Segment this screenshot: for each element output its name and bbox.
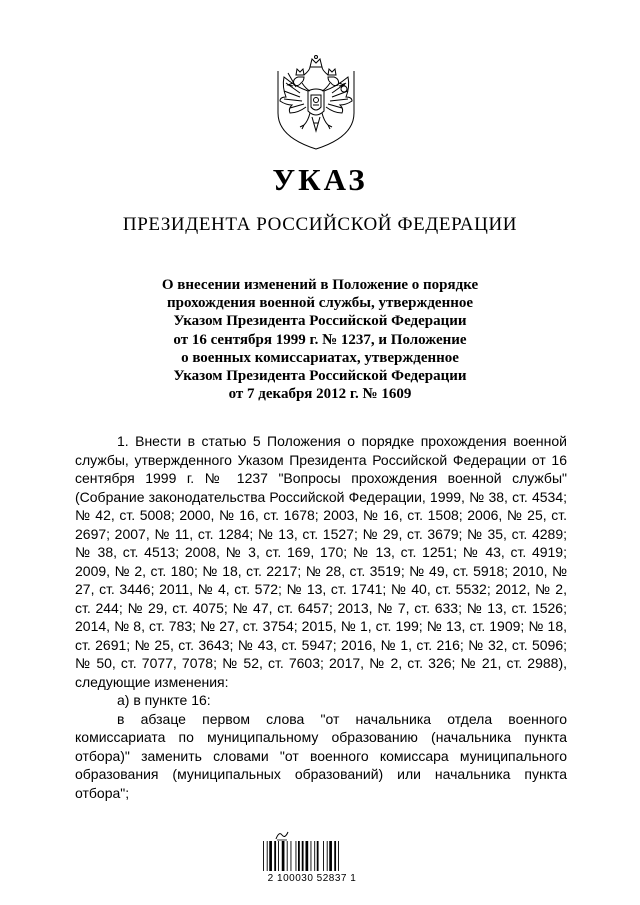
decree-body [75, 432, 567, 802]
decree-heading [100, 276, 540, 403]
paragraph-item-a: а) в пункте 16: [117, 692, 211, 708]
heading-line: о военных комиссариатах, утвержденное [181, 349, 459, 366]
heading-line: Указом Президента Российской Федерации [173, 313, 467, 330]
heading-line: от 16 сентября 1999 г. № 1237, и Положение [173, 331, 467, 348]
document-subtitle: ПРЕЗИДЕНТА РОССИЙСКОЙ ФЕДЕРАЦИИ [122, 214, 518, 235]
paragraph-amendment: в абзаце первом слова "от начальника отдела военного комиссариата по муниципальному образованию (начальника пункта отбора)" заменить словами "от военного комиссара муниципального образования (муниципальных образований) или начальника пункта отбора"; [75, 710, 567, 801]
barcode-icon [262, 841, 362, 871]
printer-mark-icon [275, 829, 289, 841]
document-title: УКАЗ [272, 162, 368, 197]
heading-line: О внесении изменений в Положение о порядке [161, 277, 479, 293]
heading-line: от 7 декабря 2012 г. № 1609 [228, 386, 412, 403]
paragraph-main: 1. Внести в статью 5 Положения о порядке прохождения военной службы, утвержденного Указом Президента Российской Федерации от 16 сентября 1999 г. № 1237 "Вопросы прохождения военной службы" (Собрание законодательства Российской Федерации, 1999, № 38, ст. 4534; № 42, ст. 5008; 2000, № 16, ст. 1678; 2003, № 16, ст. 1508; 2006, № 25, ст. 2697; 2007, № 11, ст. 1284; № 13, ст. 1527; № 29, ст. 3679; № 35, ст. 4289; № 38, ст. 4513; 2008, № 3, ст. 169, 170; № 13, ст. 1251; № 43, ст. 4919; 2009, № 2, ст. 180; № 18, ст. 2217; № 28, ст. 3519; № 49, ст. 5918; 2010, № 27, ст. 3446; 2011, № 4, ст. 572; № 13, ст. 1741; № 40, ст. 5532; 2012, № 2, ст. 244; № 29, ст. 4075; № 47, ст. 6457; 2013, № 7, ст. 633; № 13, ст. 1526; 2014, № 8, ст. 783; № 27, ст. 3754; 2015, № 1, ст. 199; № 13, ст. 1909; № 18, ст. 2691; № 25, ст. 3643; № 43, ст. 5947; 2016, № 1, ст. 216; № 32, ст. 5096; № 50, ст. 7077, 7078; № 52, ст. 7603; 2017, № 2, ст. 326; № 21, ст. 2988), следующие изменения: [75, 433, 567, 690]
russian-coat-of-arms-icon [274, 53, 358, 151]
barcode-number: 2 100030 52837 1 [267, 873, 357, 884]
heading-line: прохождения военной службы, утвержденное [166, 295, 474, 312]
heading-line: Указом Президента Российской Федерации [173, 368, 467, 385]
barcode-block [262, 829, 362, 885]
